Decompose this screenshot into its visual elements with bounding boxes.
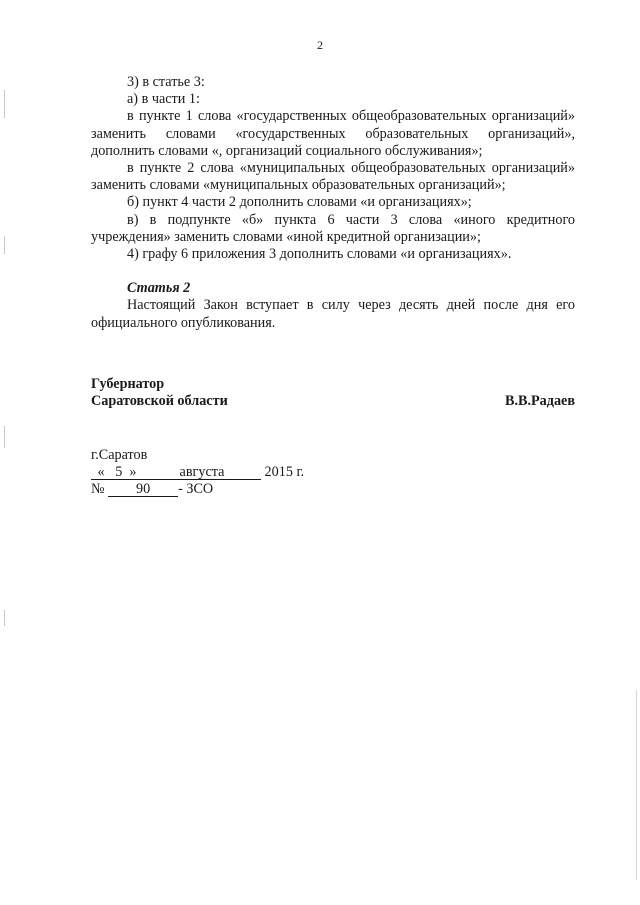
signature-position-line2: Саратовской области (91, 393, 228, 410)
paragraph-point-1: в пункте 1 слова «государственных общеобразовательных организаций» заменить словами «государственных образовательных организаций», дополнить словами «, организаций социального обслуживания»; (91, 108, 575, 159)
left-margin-mark (4, 426, 5, 448)
paragraph-item-3: 3) в статье 3: (127, 74, 205, 90)
paragraph-item-4: 4) графу 6 приложения 3 дополнить словами «и организациях». (127, 246, 512, 263)
article-title: Статья 2 (127, 280, 191, 297)
number-suffix: - ЗСО (178, 481, 214, 498)
article-text: Настоящий Закон вступает в силу через десять дней после дня его официального опубликования. (91, 297, 575, 331)
signature-name: В.В.Радаев (504, 393, 575, 410)
date-month-field (143, 465, 261, 480)
number-line (91, 481, 304, 498)
date-close-quote: » (129, 464, 137, 481)
date-year: 2015 г. (264, 464, 305, 481)
date-month: августа (179, 464, 225, 481)
number-field (108, 482, 178, 497)
law-number: 90 (136, 481, 151, 498)
date-day-field (91, 465, 143, 480)
place-and-date-block (91, 447, 304, 499)
left-margin-mark (4, 90, 5, 118)
left-margin-mark (4, 610, 5, 626)
date-open-quote: « (97, 464, 105, 481)
signature-position-line1: Губернатор (91, 376, 165, 392)
document-body (91, 74, 575, 332)
date-day: 5 (115, 464, 123, 481)
right-margin-mark (636, 690, 637, 880)
number-sign: № (91, 481, 105, 498)
city: г.Саратов (91, 447, 148, 463)
date-line (91, 464, 304, 481)
paragraph-point-v: в) в подпункте «б» пункта 6 части 3 слова «иного кредитного учреждения» заменить словами «иной кредитной организации»; (91, 211, 575, 245)
left-margin-mark (4, 236, 5, 254)
paragraph-point-b: б) пункт 4 части 2 дополнить словами «и организациях»; (127, 194, 472, 211)
paragraph-point-2: в пункте 2 слова «муниципальных общеобразовательных организаций» заменить словами «муниципальных образовательных организаций»; (91, 160, 575, 194)
page-number: 2 (317, 38, 323, 52)
signature-block (91, 376, 575, 410)
paragraph-part-1: а) в части 1: (127, 91, 200, 108)
